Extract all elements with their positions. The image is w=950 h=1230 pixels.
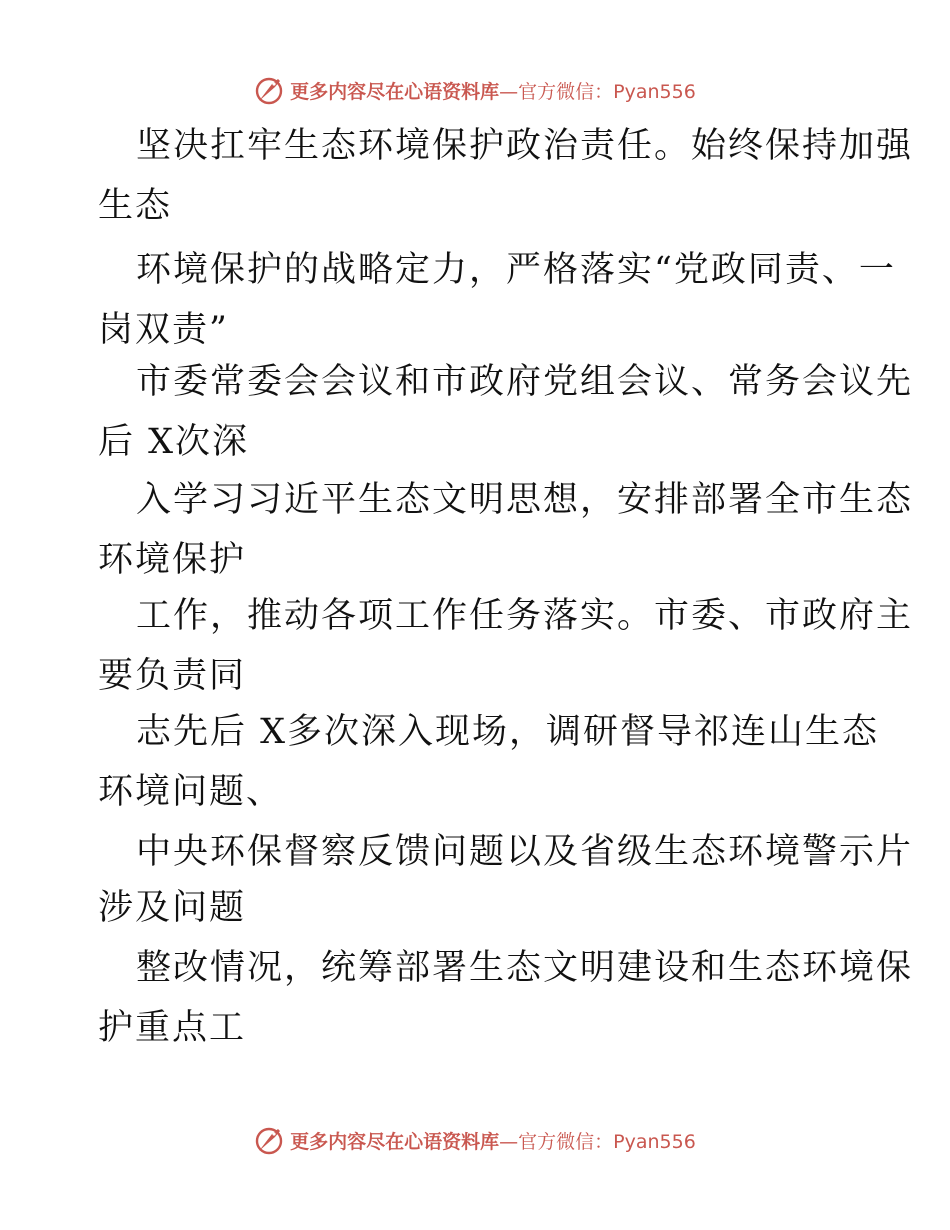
body-line: 护重点工 <box>98 1008 247 1048</box>
body-line: 环境问题、 <box>98 772 284 812</box>
header-banner-main: 更多内容尽在心语资料库 <box>290 80 500 103</box>
body-line: 后 X次深 <box>98 422 250 462</box>
header-banner <box>0 70 950 110</box>
body-line: 涉及问题 <box>98 888 247 928</box>
header-banner-text <box>290 77 696 104</box>
body-line: 环境保护 <box>98 540 247 580</box>
footer-banner-main: 更多内容尽在心语资料库 <box>290 1130 500 1153</box>
footer-banner <box>0 1120 950 1160</box>
body-line: 坚决扛牢生态环境保护政治责任。始终保持加强 <box>136 126 914 166</box>
body-line: 市委常委会会议和市政府党组会议、常务会议先 <box>136 362 914 402</box>
body-line: 生态 <box>98 186 173 226</box>
body-line: 志先后 X多次深入现场，调研督导祁连山生态 <box>136 712 880 752</box>
body-line: 中央环保督察反馈问题以及省级生态环境警示片 <box>136 832 914 872</box>
body-line: 入学习习近平生态文明思想，安排部署全市生态 <box>136 480 914 520</box>
body-line: 整改情况，统筹部署生态文明建设和生态环境保 <box>136 948 914 988</box>
body-line: 工作，推动各项工作任务落实。市委、市政府主 <box>136 596 914 636</box>
footer-banner-text <box>290 1127 696 1154</box>
header-banner-tail: —官方微信：Pyan556 <box>499 80 696 103</box>
footer-banner-tail: —官方微信：Pyan556 <box>499 1130 696 1153</box>
body-line: 环境保护的战略定力，严格落实“党政同责、一 <box>136 250 896 290</box>
pen-nib-logo-icon <box>254 75 284 105</box>
pen-nib-logo-icon <box>254 1125 284 1155</box>
body-line: 岗双责” <box>98 310 229 350</box>
body-line: 要负责同 <box>98 656 247 696</box>
